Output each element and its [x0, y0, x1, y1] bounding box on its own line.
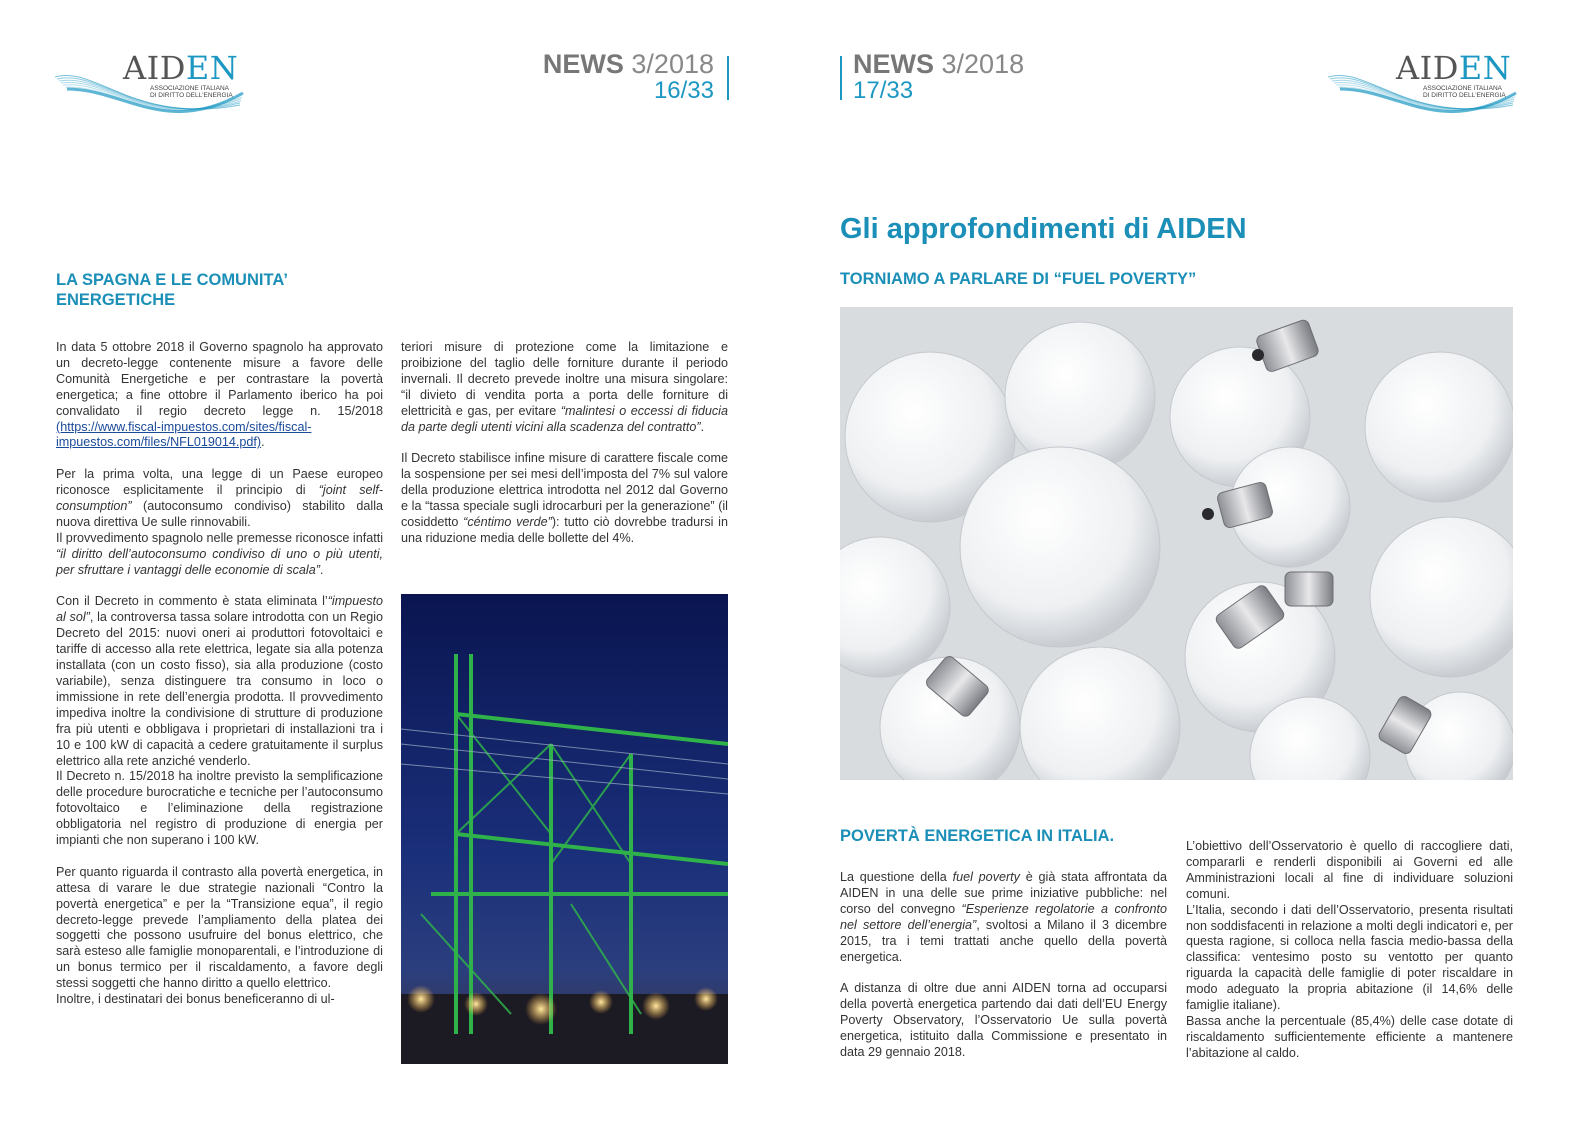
decree-link[interactable]: (https://www.fiscal-impuestos.com/sites/fiscal-impuestos.com/files/NFL019014.pdf)	[56, 419, 312, 450]
article-column-1	[56, 340, 383, 1008]
header-divider	[840, 56, 842, 100]
paragraph: L’obiettivo dell’Osservatorio è quello di raccogliere dati, compararli e renderli disponibili ai Governi ed alle Amministrazioni locali al fine di individuare soluzioni comuni.	[1186, 839, 1513, 901]
article-column-2	[401, 340, 728, 563]
article-subtitle: TORNIAMO A PARLARE DI “FUEL POVERTY”	[840, 270, 1197, 288]
light-bulbs-photo	[840, 307, 1513, 780]
page-number: 16/33	[653, 77, 714, 104]
aiden-logo	[55, 49, 245, 140]
paragraph: Bassa anche la percentuale (85,4%) delle case dotate di riscaldamento sufficientemente efficiente a mantenere l’abitazione al caldo.	[1186, 1013, 1513, 1060]
news-header-left: NEWS 3/2018 16/33	[542, 49, 714, 104]
article-column-1	[840, 870, 1167, 1061]
paragraph: In data 5 ottobre 2018 il Governo spagnolo ha approvato un decreto-legge contenente misure a favore delle Comunità Energetiche e per contrastare la povertà energetica; a fine ottobre il Parlamento iberico ha poi convalidato il regio decreto legge n. 15/2018 (https://www.fiscal-impuestos.com/sites/fiscal-impuestos.com/files/NFL019014.pdf).	[56, 340, 383, 450]
article-column-2	[1186, 839, 1513, 1062]
aiden-logo	[1328, 49, 1518, 140]
paragraph: Per quanto riguarda il contrasto alla povertà energetica, in attesa di varare le due strategie nazionali “Contro la povertà energetica” e per la “Transizione equa”, il regio decreto-legge prevede l’ampliamento della platea dei soggetti che possono usufruire del bonus elettrico, che sarà esteso alle famiglie monoparentali, e l’introduzione di un bonus termico per il riscaldamento, a favore degli stessi soggetti che hanno diritto a quello elettrico.	[56, 864, 383, 991]
paragraph: Il Decreto n. 15/2018 ha inoltre previsto la semplificazione delle procedure burocratiche e tecniche per l’autoconsumo fotovoltaico e l’eliminazione della registrazione obbligatoria nel registro di produzione di energia per impianti che non superano i 100 kW.	[56, 769, 383, 848]
substation-photo	[401, 594, 728, 1064]
paragraph: La questione della fuel poverty è già stata affrontata da AIDEN in una delle sue prime iniziative pubbliche: nel corso del convegno “Esperienze regolatorie a confronto nel settore dell’energia”, svoltosi a Milano il 3 dicembre 2015, tra i temi trattati anche quello della povertà energetica.	[840, 870, 1167, 964]
logo-wordmark: AIDEN	[123, 49, 239, 87]
paragraph: Inoltre, i destinatari dei bonus beneficeranno di ul-	[56, 992, 335, 1007]
header-divider	[727, 56, 729, 100]
paragraph: L’Italia, secondo i dati dell’Osservatorio, presenta risultati non soddisfacenti in relazione a molti degli indicatori e, per questa ragione, si colloca nella fascia medio-bassa della classifica: ventesimo posto su ventotto per quanto riguarda la capacità delle famiglie di poter riscaldare in modo adeguato la propria abitazione (il 14,6% delle famiglie italiane).	[1186, 902, 1513, 1013]
paragraph: Con il Decreto in commento è stata eliminata l’“impuesto al sol”, la controversa tassa solare introdotta con un Regio Decreto del 2015: nuovi oneri ai produttori fotovoltaici e tariffe di accesso alla rete elettrica, legate sia alla potenza installata (con un costo fisso), sia alla produzione (costo variabile), senza distinguere tra consumo in loco o immissione in rete dell’energia prodotta. Il provvedimento impediva inoltre la condivisione di strutture di produzione fra più utenti e obbligava i proprietari di installazioni tra i 10 e 100 kW di capacità a cedere gratuitamente il surplus elettrico alla rete anziché venderlo.	[56, 594, 384, 768]
paragraph: teriori misure di protezione come la limitazione e proibizione del taglio delle forniture durante il periodo invernali. Il decreto prevede inoltre una misura singolare: “il divieto di vendita porta a porta delle forniture di elettricità e gas, per evitare “malintesi o eccessi di fiducia da parte degli utenti vicini alla scadenza del contratto”.	[401, 340, 728, 434]
page-title: Gli approfondimenti di AIDEN	[840, 213, 1247, 245]
paragraph: Il provvedimento spagnolo nelle premesse riconosce infatti “il diritto dell’autoconsumo condiviso di uno o più utenti, per sfruttare i vantaggi delle economie di scala”.	[56, 530, 383, 577]
news-header-right: NEWS 3/2018 17/33	[853, 49, 1025, 104]
logo-subtitle: ASSOCIAZIONE ITALIANA DI DIRITTO DELL'ENERGIA	[150, 85, 233, 99]
logo-wordmark: AIDEN	[1396, 49, 1512, 87]
paragraph: Per la prima volta, una legge di un Paese europeo riconosce esplicitamente il principio di “joint self-consumption” (autoconsumo condiviso) stabilito dalla nuova direttiva Ue sulle rinnovabili.	[56, 467, 383, 529]
logo-subtitle: ASSOCIAZIONE ITALIANA DI DIRITTO DELL'ENERGIA	[1423, 85, 1506, 99]
paragraph: Il Decreto stabilisce infine misure di carattere fiscale come la sospensione per sei mesi dell’imposta del 7% sul valore della produzione elettrica introdotta nel 2012 dal Governo e la “tassa speciale sugli idrocarburi per la generazione” (il cosiddetto “céntimo verde”): tutto ciò dovrebbe tradursi in una riduzione media delle bollette del 4%.	[401, 451, 728, 545]
paragraph: A distanza di oltre due anni AIDEN torna ad occuparsi della povertà energetica partendo dai dati dell’EU Energy Poverty Observatory, l’Osservatorio Ue sulla povertà energetica, istituito dalla Commissione e presentato in data 29 gennaio 2018.	[840, 981, 1167, 1059]
section-title: POVERTÀ ENERGETICA IN ITALIA.	[840, 827, 1115, 845]
section-title: LA SPAGNA E LE COMUNITA’ ENERGETICHE	[56, 271, 288, 309]
page-number: 17/33	[853, 77, 914, 104]
